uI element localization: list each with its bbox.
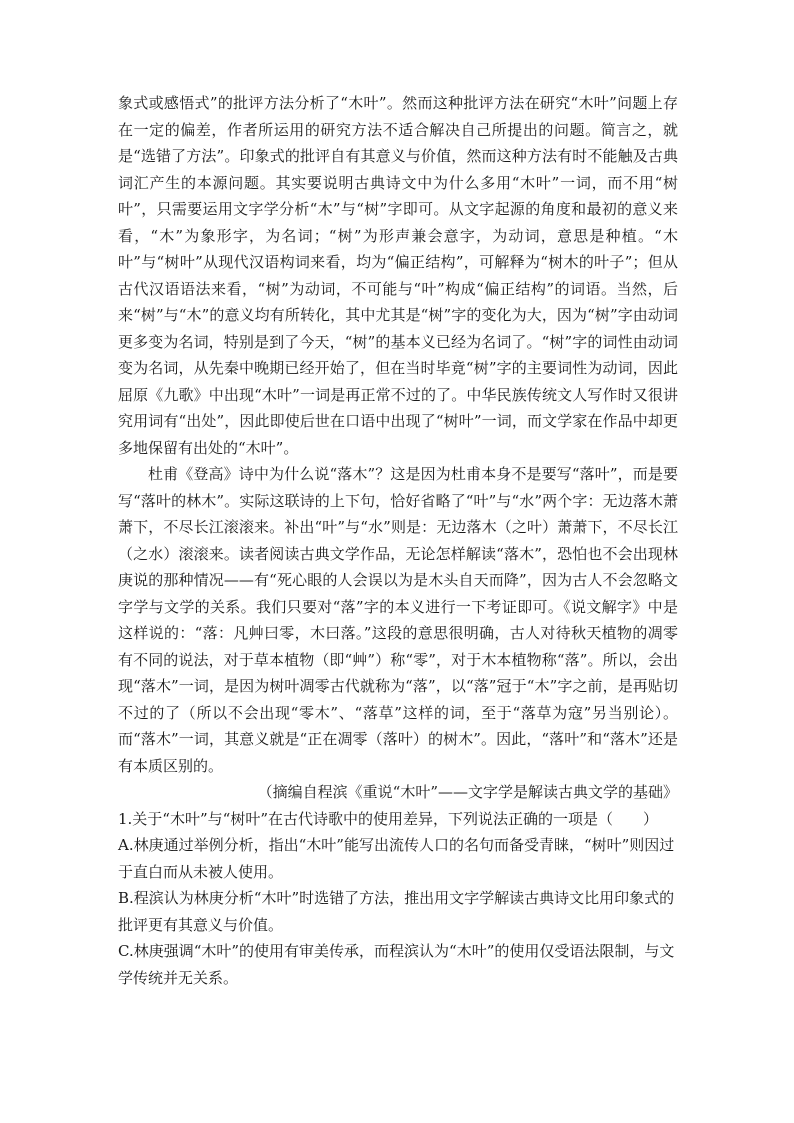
article-paragraph-1: 象式或感悟式”的批评方法分析了“木叶”。然而这种批评方法在研究“木叶”问题上存在一定的偏差，作者所运用的研究方法不适合解决自己所提出的问题。简言之，就是“选错了方法”。印象式的批评自有其意义与价值，然而这种方法有时不能触及古典词汇产生的本源问题。其实要说明古典诗文中为什么多用“木叶”一词，而不用“树叶”，只需要运用文字学分析“木”与“树”字即可。从文字起源的角度和最初的意义来看，“木”为象形字，为名词；“树”为形声兼会意字，为动词，意思是种植。“木叶”与“树叶”从现代汉语构词来看，均为“偏正结构”，可解释为“树木的叶子”；但从古代汉语语法来看，“树”为动词，不可能与“叶”构成“偏正结构”的词语。当然，后来“树”与“木”的意义均有所转化，其中尤其是“树”字的变化为大，因为“树”字由动词更多变为名词，特别是到了今天，“树”的基本义已经为名词了。“树”字的词性由动词变为名词，从先秦中晚期已经开始了，但在当时毕竟“树”字的主要词性为动词，因此屈原《九歌》中出现“木叶”一词是再正常不过的了。中华民族传统文人写作时又很讲究用词有“出处”，因此即使后世在口语中出现了“树叶”一词，而文学家在作品中却更多地保留有出处的“木叶”。 <box>118 94 678 457</box>
question-1-option-b: B.程滨认为林庚分析“木叶”时选错了方法，推出用文字学解读古典诗文比用印象式的批评更有其意义与价值。 <box>118 889 675 934</box>
article-paragraph-2: 杜甫《登高》诗中为什么说“落木”？这是因为杜甫本身不是要写“落叶”，而是要写“落叶的林木”。实际这联诗的上下句，恰好省略了“叶”与“水”两个字：无边落木萧萧下，不尽长江滚滚来。补出“叶”与“水”则是：无边落木（之叶）萧萧下，不尽长江（之水）滚滚来。读者阅读古典文学作品，无论怎样解读“落木”，恐怕也不会出现林庚说的那种情况——有“死心眼的人会误以为是木头自天而降”，因为古人不会忽略文字学与文学的关系。我们只要对“落”字的本义进行一下考证即可。《说文解字》中是这样说的：“落：凡艸曰零，木曰落。”这段的意思很明确，古人对待秋天植物的凋零有不同的说法，对于草本植物（即“艸”）称“零”，对于木本植物称“落”。所以，会出现“落木”一词，是因为树叶凋零古代就称为“落”，以“落”冠于“木”字之前，是再贴切不过的了（所以不会出现“零木”、“落草”这样的词，至于“落草为寇”另当别论）。而“落木”一词，其意义就是“正在凋零（落叶）的树木”。因此，“落叶”和“落木”还是有本质区别的。 <box>118 465 678 775</box>
question-1-option-c: C.林庚强调“木叶”的使用有审美传承，而程滨认为“木叶”的使用仅受语法限制，与文学传统并无关系。 <box>118 942 675 987</box>
question-1-option-a: A.林庚通过举例分析，指出“木叶”能写出流传人口的名句而备受青睐，“树叶”则因过于直白而从未被人使用。 <box>118 836 675 881</box>
document-page <box>118 90 678 991</box>
question-1-stem: 1.关于“木叶”与“树叶”在古代诗歌中的使用差异，下列说法正确的一项是（ ） <box>118 809 658 828</box>
article-source: （摘编自程滨《重说“木叶”——文字学是解读古典文学的基础》 <box>257 783 678 801</box>
